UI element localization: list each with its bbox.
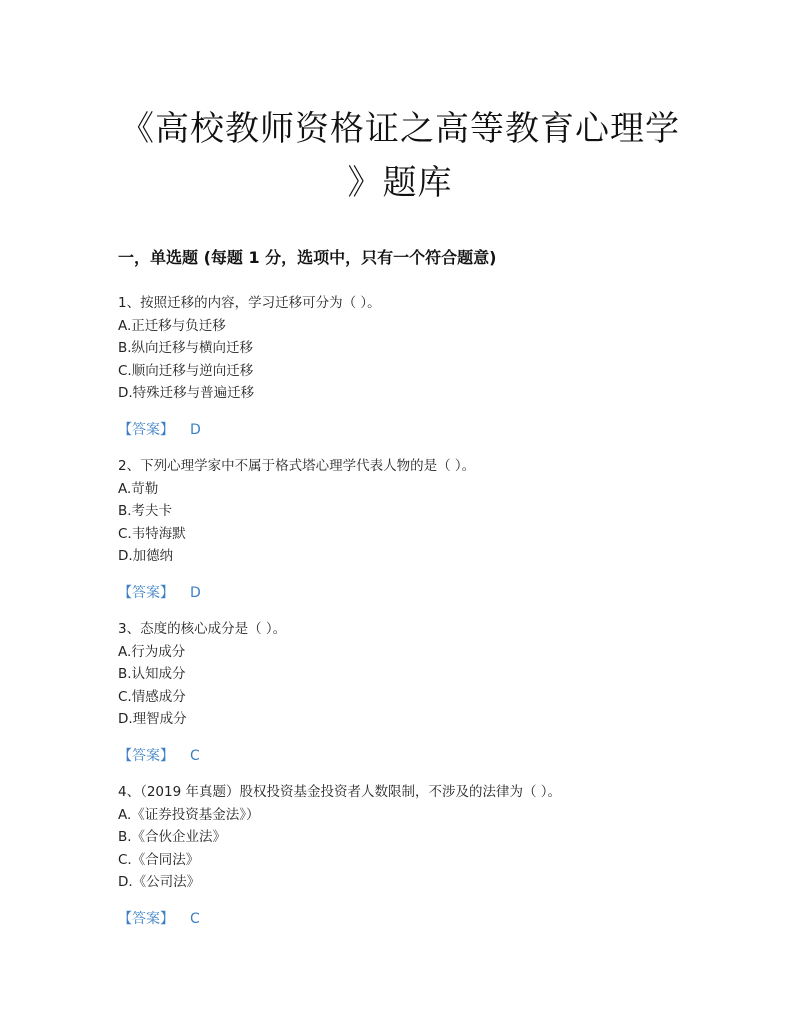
answer-label: 【答案】 bbox=[118, 747, 174, 764]
option-d: D.特殊迁移与普遍迁移 bbox=[118, 385, 255, 402]
answer-value: D bbox=[190, 584, 201, 601]
option-c: C.情感成分 bbox=[118, 688, 186, 705]
answer-line bbox=[118, 582, 718, 604]
option-d: D.理智成分 bbox=[118, 711, 187, 728]
question-stem: 2、下列心理学家中不属于格式塔心理学代表人物的是（ ）。 bbox=[118, 457, 476, 474]
answer-value: C bbox=[190, 747, 200, 764]
option-b: B.《合伙企业法》 bbox=[118, 829, 227, 846]
option-a: A.苛勒 bbox=[118, 480, 159, 497]
option-c: C.《合同法》 bbox=[118, 851, 200, 868]
answer-label: 【答案】 bbox=[118, 910, 174, 927]
title-line-1: 《高校教师资格证之高等教育心理学 bbox=[120, 109, 680, 149]
document-title bbox=[100, 102, 700, 210]
question-stem: 1、按照迁移的内容，学习迁移可分为（ ）。 bbox=[118, 295, 381, 311]
option-a: A.《证券投资基金法》） bbox=[118, 806, 260, 823]
option-a: A.正迁移与负迁移 bbox=[118, 317, 226, 334]
option-d: D.加德纳 bbox=[118, 548, 174, 565]
answer-label: 【答案】 bbox=[118, 421, 174, 438]
question-stem: 4、（2019 年真题）股权投资基金投资者人数限制，不涉及的法律为（ ）。 bbox=[118, 783, 562, 800]
answer-value: D bbox=[190, 421, 201, 438]
answer-line bbox=[118, 745, 718, 767]
question-list bbox=[118, 292, 718, 944]
answer-line bbox=[118, 419, 718, 441]
question-3 bbox=[118, 618, 718, 767]
question-2 bbox=[118, 455, 718, 604]
option-a: A.行为成分 bbox=[118, 643, 186, 660]
question-1 bbox=[118, 292, 718, 441]
option-d: D.《公司法》 bbox=[118, 874, 201, 891]
option-b: B.纵向迁移与横向迁移 bbox=[118, 340, 254, 357]
title-line-2: 》题库 bbox=[347, 163, 453, 203]
answer-value: C bbox=[190, 910, 200, 927]
option-b: B.考夫卡 bbox=[118, 503, 173, 520]
option-c: C.韦特海默 bbox=[118, 525, 186, 542]
option-b: B.认知成分 bbox=[118, 666, 186, 683]
option-c: C.顺向迁移与逆向迁移 bbox=[118, 362, 254, 379]
answer-label: 【答案】 bbox=[118, 584, 174, 601]
question-stem: 3、态度的核心成分是（ ）。 bbox=[118, 620, 287, 637]
question-4 bbox=[118, 781, 718, 930]
section-heading: 一，单选题 (每题 1 分，选项中，只有一个符合题意) bbox=[118, 248, 497, 267]
answer-line bbox=[118, 908, 718, 930]
